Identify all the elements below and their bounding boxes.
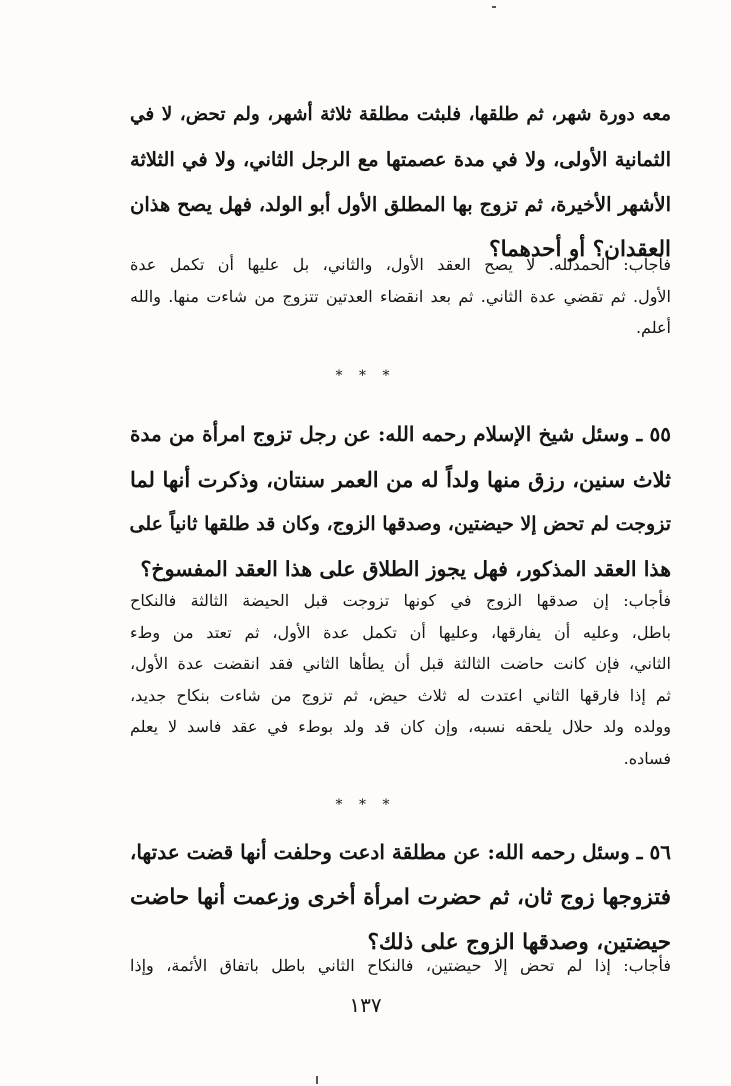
answer-paragraph — [130, 249, 671, 344]
text-line: الأشهر الأخيرة، ثم تزوج بها المطلق الأول أبو الولد، فهل يصح هذان — [130, 193, 671, 216]
text-line: ثلاث سنين، رزق منها ولداً له من العمر سنتان، وذكرت أنها لما — [130, 467, 671, 492]
answer-paragraph — [130, 950, 671, 982]
text-line: العقدان؟ أو أحدهما؟ — [489, 237, 671, 262]
text-line: معه دورة شهر، ثم طلقها، فلبثت مطلقة ثلاثة أشهر، ولم تحض، لا في — [130, 104, 671, 125]
text-line: الثمانية الأولى، ولا في مدة عصمتها مع الرجل الثاني، ولا في الثلاثة — [130, 148, 671, 171]
question-56 — [130, 830, 671, 965]
answer-paragraph — [130, 585, 671, 774]
section-separator: * * * — [335, 368, 396, 384]
scan-mark-top — [492, 6, 496, 8]
text-line: ٥٥ ـ وسئل شيخ الإسلام رحمه الله: عن رجل تزوج امرأة من مدة — [130, 422, 671, 446]
question-continuation — [130, 92, 671, 272]
text-line: فأجاب: الحمدلله. لا يصح العقد الأول، والثاني، بل عليها أن تكمل عدة — [130, 255, 671, 274]
text-line: فأجاب: إذا لم تحض إلا حيضتين، فالنكاح الثاني باطل باتفاق الأئمة، وإذا — [130, 956, 671, 975]
scan-mark-bottom — [316, 1076, 318, 1084]
text-line: الثاني، فإن كانت حاضت الثالثة قبل أن يطأها الثاني فقد انقضت عدة الأول، — [130, 654, 671, 673]
text-line: هذا العقد المذكور، فهل يجوز الطلاق على هذا العقد المفسوخ؟ — [140, 557, 671, 581]
section-separator: * * * — [335, 797, 396, 813]
text-line: ٥٦ ـ وسئل رحمه الله: عن مطلقة ادعت وحلفت أنها قضت عدتها، — [130, 840, 671, 864]
question-55 — [130, 412, 671, 592]
text-line: الأول. ثم تقضي عدة الثاني. ثم بعد انقضاء العدتين تتزوج من شاءت منها. والله — [130, 286, 671, 306]
text-line: تزوجت لم تحض إلا حيضتين، وصدقها الزوج، وكان قد طلقها ثانياً على — [130, 513, 671, 535]
text-line: فأجاب: إن صدقها الزوج في كونها تزوجت قبل الحيضة الثالثة فالنكاح — [130, 591, 671, 610]
text-line: باطل، وعليه أن يفارقها، وعليها أن تكمل عدة الأول، ثم تعتد من وطء — [130, 622, 671, 642]
text-line: ثم إذا فارقها الثاني اعتدت له ثلاث حيض، ثم تزوج من شاءت بنكاح جديد، — [130, 685, 671, 705]
text-line: فتزوجها زوج ثان، ثم حضرت امرأة أخرى وزعمت أنها حاضت — [130, 885, 671, 910]
text-line: حيضتين، وصدقها الزوج على ذلك؟ — [367, 930, 671, 955]
text-line: أعلم. — [635, 318, 671, 337]
text-line: فساده. — [623, 748, 671, 768]
text-line: وولده ولد حلال يلحقه نسبه، وإن كان قد ولد بوطء في عقد فاسد لا يعلم — [130, 717, 671, 736]
page-number: ١٣٧ — [349, 993, 382, 1017]
